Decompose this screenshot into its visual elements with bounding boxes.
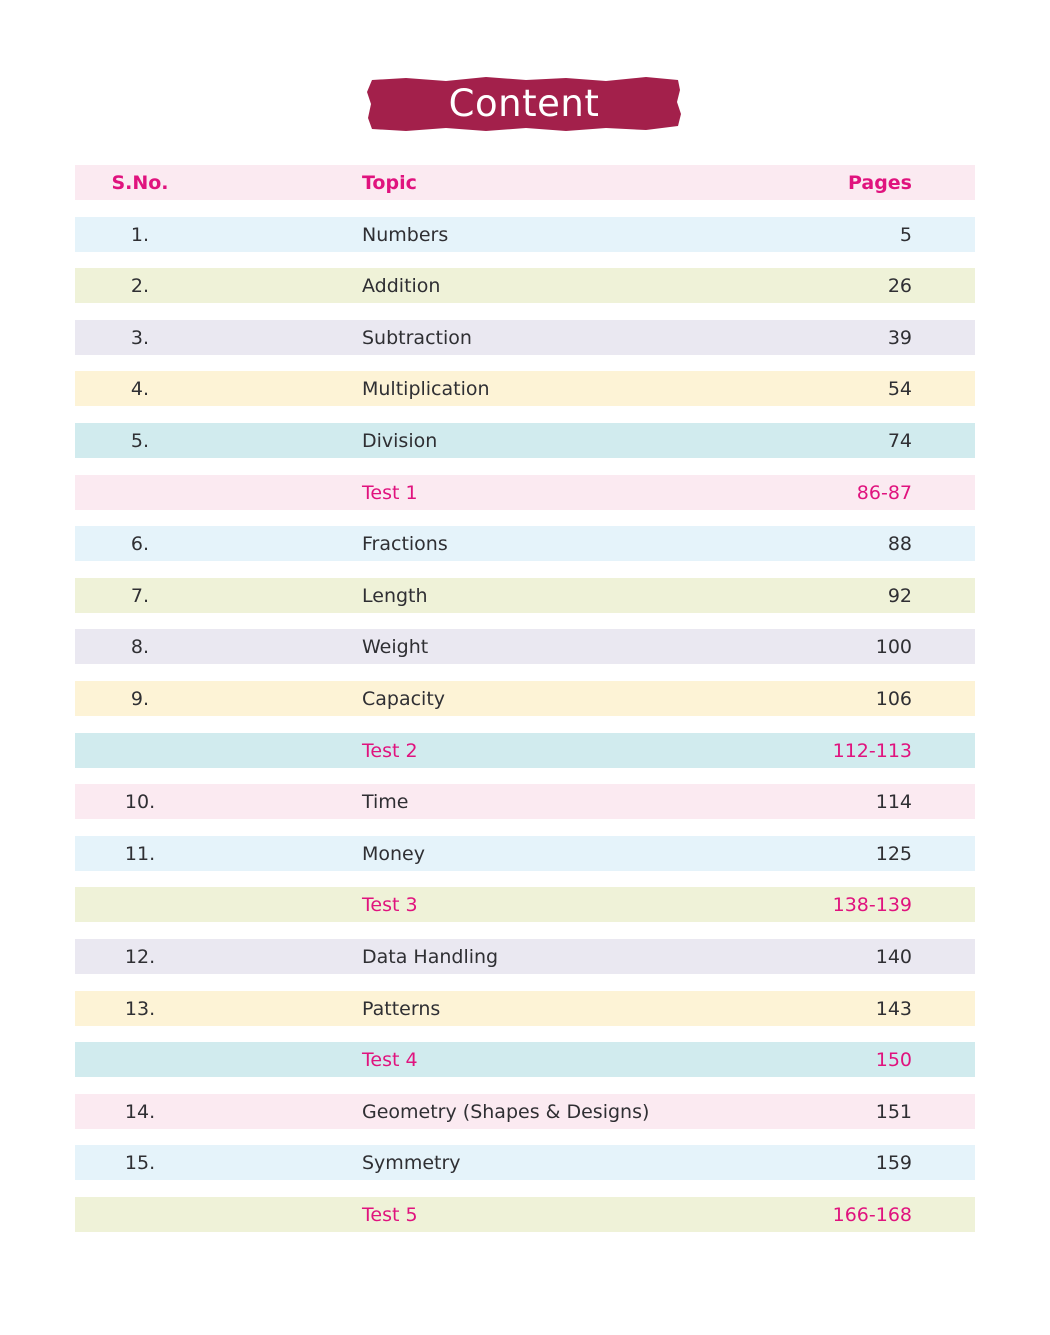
row-topic: Test 3 — [362, 894, 418, 917]
row-pages: 166-168 — [832, 1203, 912, 1226]
table-row — [75, 784, 975, 819]
row-pages: 143 — [875, 997, 912, 1020]
row-pages: 112-113 — [832, 739, 912, 762]
row-pages: 86-87 — [856, 481, 912, 504]
row-pages: 100 — [875, 636, 912, 659]
table-row — [75, 268, 975, 303]
row-sno: 14. — [124, 1100, 156, 1123]
row-pages: 39 — [887, 326, 912, 349]
row-sno: 3. — [130, 326, 150, 349]
row-pages: 5 — [899, 223, 912, 246]
test-row — [75, 887, 975, 922]
row-topic: Symmetry — [362, 1152, 461, 1175]
table-header-row — [75, 165, 975, 200]
table-row — [75, 836, 975, 871]
row-sno: 10. — [124, 791, 156, 814]
row-topic: Geometry (Shapes & Designs) — [362, 1100, 650, 1123]
table-row — [75, 991, 975, 1026]
table-row — [75, 1145, 975, 1180]
row-pages: 26 — [887, 275, 912, 298]
row-pages: 138-139 — [832, 894, 912, 917]
row-topic: Test 2 — [362, 739, 418, 762]
row-sno: 1. — [130, 223, 150, 246]
test-row — [75, 733, 975, 768]
row-sno: 7. — [130, 584, 150, 607]
row-pages: 74 — [887, 429, 912, 452]
table-row — [75, 578, 975, 613]
row-topic: Length — [362, 584, 428, 607]
row-topic: Test 4 — [362, 1049, 418, 1072]
row-topic: Capacity — [362, 687, 446, 710]
header-pages: Pages — [847, 172, 912, 194]
row-sno: 2. — [130, 275, 150, 298]
row-topic: Money — [362, 842, 425, 865]
test-row — [75, 475, 975, 510]
table-row — [75, 526, 975, 561]
row-sno: 15. — [124, 1152, 156, 1175]
table-row — [75, 371, 975, 406]
row-pages: 150 — [875, 1049, 912, 1072]
row-pages: 114 — [875, 791, 912, 814]
row-topic: Test 5 — [362, 1203, 418, 1226]
row-topic: Numbers — [362, 223, 449, 246]
row-pages: 151 — [875, 1100, 912, 1123]
row-topic: Division — [362, 429, 438, 452]
header-sno: S.No. — [111, 172, 169, 194]
row-sno: 12. — [124, 945, 156, 968]
row-pages: 88 — [887, 533, 912, 556]
row-sno: 5. — [130, 429, 150, 452]
row-pages: 92 — [887, 584, 912, 607]
row-topic: Data Handling — [362, 945, 499, 968]
row-sno: 13. — [124, 997, 156, 1020]
row-pages: 54 — [887, 378, 912, 401]
row-pages: 125 — [875, 842, 912, 865]
row-topic: Subtraction — [362, 326, 472, 349]
table-row — [75, 423, 975, 458]
table-row — [75, 320, 975, 355]
row-sno: 11. — [124, 842, 156, 865]
table-row — [75, 681, 975, 716]
row-topic: Multiplication — [362, 378, 490, 401]
table-row — [75, 939, 975, 974]
test-row — [75, 1197, 975, 1232]
test-row — [75, 1042, 975, 1077]
contents-table — [75, 165, 975, 1248]
row-pages: 106 — [875, 687, 912, 710]
table-row — [75, 1094, 975, 1129]
header-topic: Topic — [362, 172, 417, 194]
row-pages: 140 — [875, 945, 912, 968]
row-sno: 8. — [130, 636, 150, 659]
page-title: Content — [448, 82, 600, 125]
row-topic: Fractions — [362, 533, 448, 556]
row-sno: 9. — [130, 687, 150, 710]
row-sno: 4. — [130, 378, 150, 401]
table-row — [75, 629, 975, 664]
row-sno: 6. — [130, 533, 150, 556]
table-row — [75, 217, 975, 252]
row-topic: Addition — [362, 275, 441, 298]
row-topic: Patterns — [362, 997, 441, 1020]
row-topic: Time — [362, 791, 409, 814]
row-topic: Test 1 — [362, 481, 418, 504]
row-topic: Weight — [362, 636, 429, 659]
row-pages: 159 — [875, 1152, 912, 1175]
title-banner — [366, 76, 682, 132]
